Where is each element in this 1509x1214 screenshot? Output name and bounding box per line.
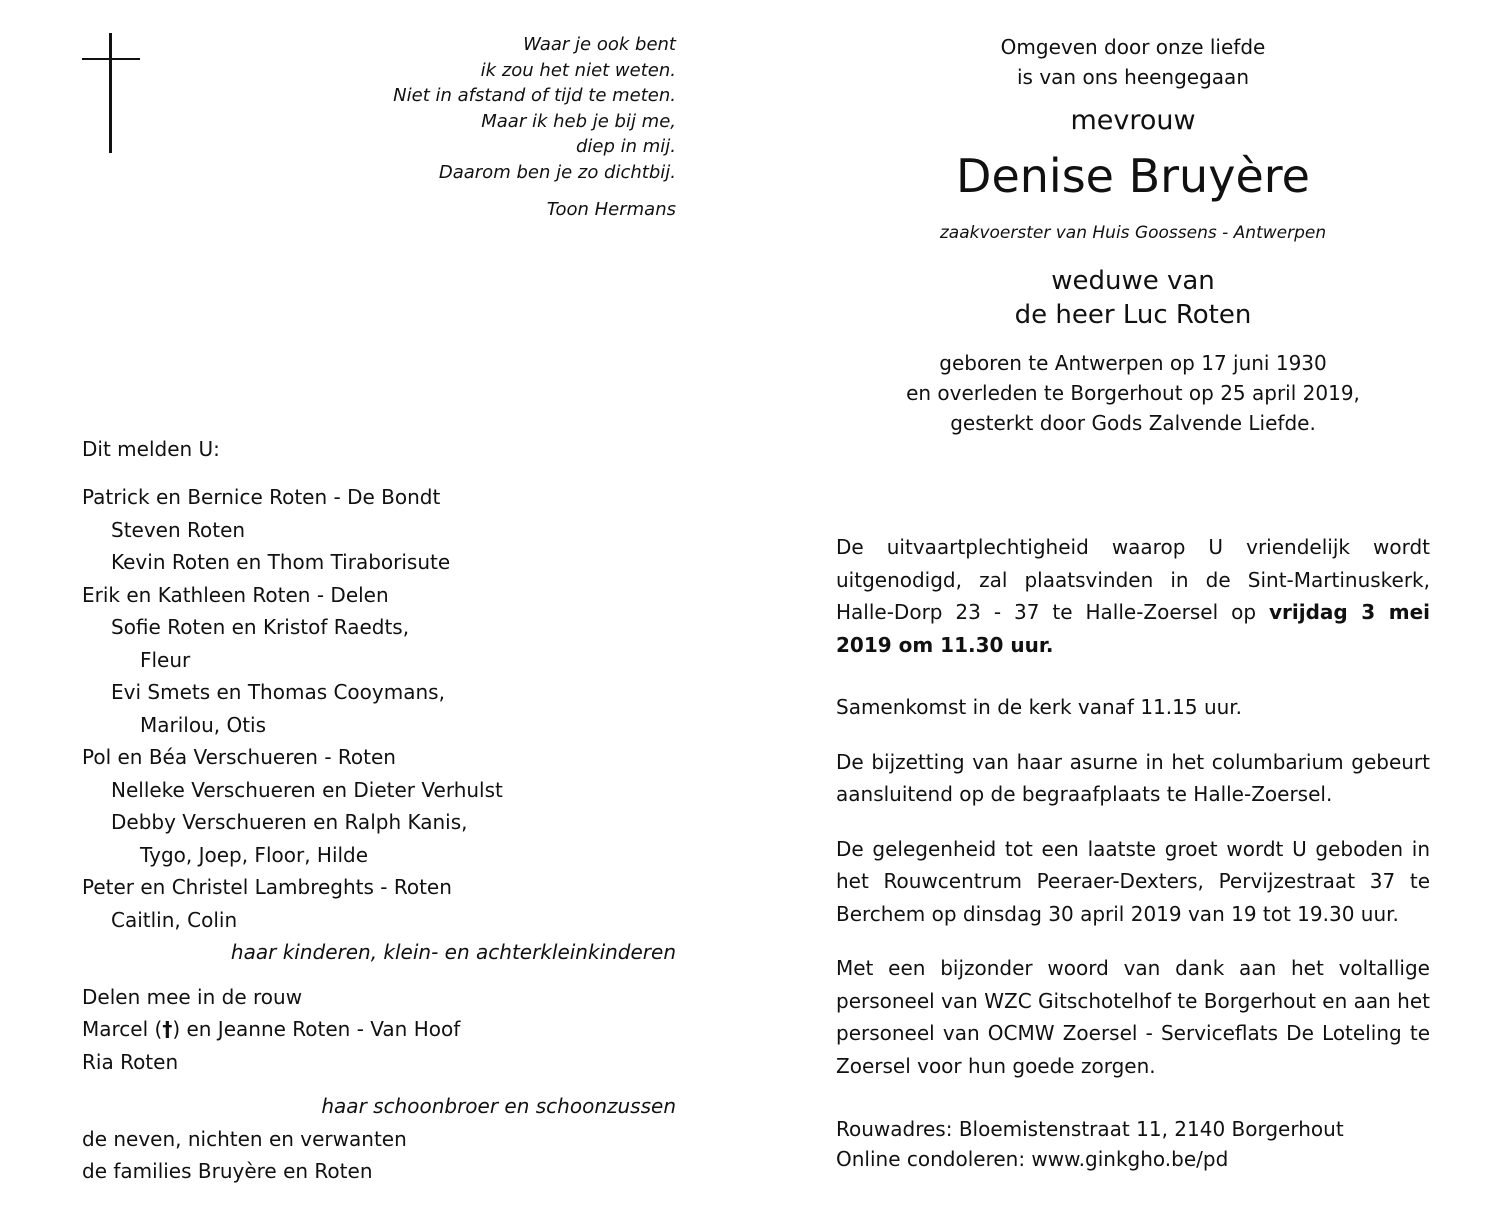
family-member: Tygo, Joep, Floor, Hilde <box>140 842 369 867</box>
marcel-post: ) en Jeanne Roten - Van Hoof <box>172 1017 461 1041</box>
ceremony-paragraph <box>836 531 1430 661</box>
marcel-pre: Marcel ( <box>82 1017 163 1041</box>
family-member: Evi Smets en Thomas Cooymans, <box>111 680 445 704</box>
poem-line: ik zou het niet weten. <box>480 59 676 81</box>
ria-line: Ria Roten <box>82 1049 179 1074</box>
family-member: Steven Roten <box>111 517 246 542</box>
family-member: Peter en Christel Lambreghts - Roten <box>82 875 452 899</box>
poem-line: diep in mij. <box>575 136 676 157</box>
cross-icon <box>82 33 140 153</box>
thanks-paragraph: Met een bijzonder woord van dank aan het voltallige personeel van WZC Gitschotelhof te Borgerhout en aan het personeel van OCMW Zoersel - Serviceflats De Loteling te Zoersel voor hun goede zorgen. <box>836 956 1430 1078</box>
poem-line: Niet in afstand of tijd te meten. <box>393 85 676 106</box>
poem-author: Toon Hermans <box>546 199 676 220</box>
family-member: Fleur <box>140 647 191 672</box>
poem <box>330 32 676 185</box>
deceased-name: Denise Bruyère <box>956 149 1310 203</box>
share-intro: Delen mee in de rouw <box>82 984 303 1009</box>
mourning-address: Rouwadres: Bloemistenstraat 11, 2140 Borgerhout <box>836 1117 1344 1141</box>
marcel-line <box>82 1013 682 1046</box>
family-member: Kevin Roten en Thom Tiraborisute <box>111 550 451 574</box>
widow-line: de heer Luc Roten <box>1014 300 1252 330</box>
intro-line: is van ons heengegaan <box>1017 65 1249 89</box>
ceremony-date: vrijdag 3 mei 2019 om 11.30 uur. <box>836 600 1431 657</box>
family-member: Erik en Kathleen Roten - Delen <box>82 582 389 607</box>
date-line: en overleden te Borgerhout op 25 april 2019, <box>906 381 1360 405</box>
family-member: Sofie Roten en Kristof Raedts, <box>111 615 410 639</box>
poem-line: Daarom ben je zo dichtbij. <box>438 161 676 183</box>
honorific: mevrouw <box>1070 105 1196 136</box>
families-line: de families Bruyère en Roten <box>82 1159 373 1183</box>
farewell-paragraph: De gelegenheid tot een laatste groet wordt U geboden in het Rouwcentrum Peeraer-Dexters, Pervijzestraat 37 te Berchem op dinsdag 30 april 2019 van 19 tot 19.30 uur. <box>836 836 1430 926</box>
poem-line: Maar ik heb je bij me, <box>481 110 676 132</box>
funeral-details <box>836 531 1430 1174</box>
date-line: gesterkt door Gods Zalvende Liefde. <box>950 411 1316 435</box>
family-member: Pol en Béa Verschueren - Roten <box>82 745 396 769</box>
family-member: Marilou, Otis <box>140 712 267 737</box>
gathering-paragraph: Samenkomst in de kerk vanaf 11.15 uur. <box>836 695 1243 719</box>
family-list <box>82 434 682 1188</box>
cross-horizontal-bar <box>82 58 140 60</box>
children-caption: haar kinderen, klein- en achterkleinkinderen <box>230 940 676 964</box>
family-intro: Dit melden U: <box>82 437 220 461</box>
announcement <box>836 32 1430 438</box>
occupation: zaakvoerster van Huis Goossens - Antwerpen <box>939 223 1327 243</box>
relatives-line: de neven, nichten en verwanten <box>82 1126 407 1151</box>
inlaws-caption: haar schoonbroer en schoonzussen <box>321 1094 676 1118</box>
intro-line: Omgeven door onze liefde <box>1000 35 1266 59</box>
family-member: Patrick en Bernice Roten - De Bondt <box>82 485 441 509</box>
deceased-cross-icon: † <box>162 1017 173 1041</box>
dates <box>836 348 1430 438</box>
family-member: Debby Verschueren en Ralph Kanis, <box>111 810 468 834</box>
cross-vertical-bar <box>109 33 112 153</box>
online-condolences: Online condoleren: www.ginkgho.be/pd <box>836 1147 1229 1171</box>
widow-line: weduwe van <box>1051 266 1215 296</box>
family-member: Nelleke Verschueren en Dieter Verhulst <box>111 777 503 802</box>
ceremony-text: De uitvaartplechtigheid waarop U vriendelijk wordt uitgenodigd, zal plaatsvinden in de Sint-Martinuskerk, Halle-Dorp 23 - 37 te Halle-Zoersel op <box>836 535 1430 624</box>
poem-line: Waar je ook bent <box>523 34 676 55</box>
burial-paragraph: De bijzetting van haar asurne in het columbarium gebeurt aansluitend op de begraafplaats te Halle-Zoersel. <box>836 749 1430 806</box>
date-line: geboren te Antwerpen op 17 juni 1930 <box>939 351 1327 375</box>
family-member: Caitlin, Colin <box>111 907 238 932</box>
